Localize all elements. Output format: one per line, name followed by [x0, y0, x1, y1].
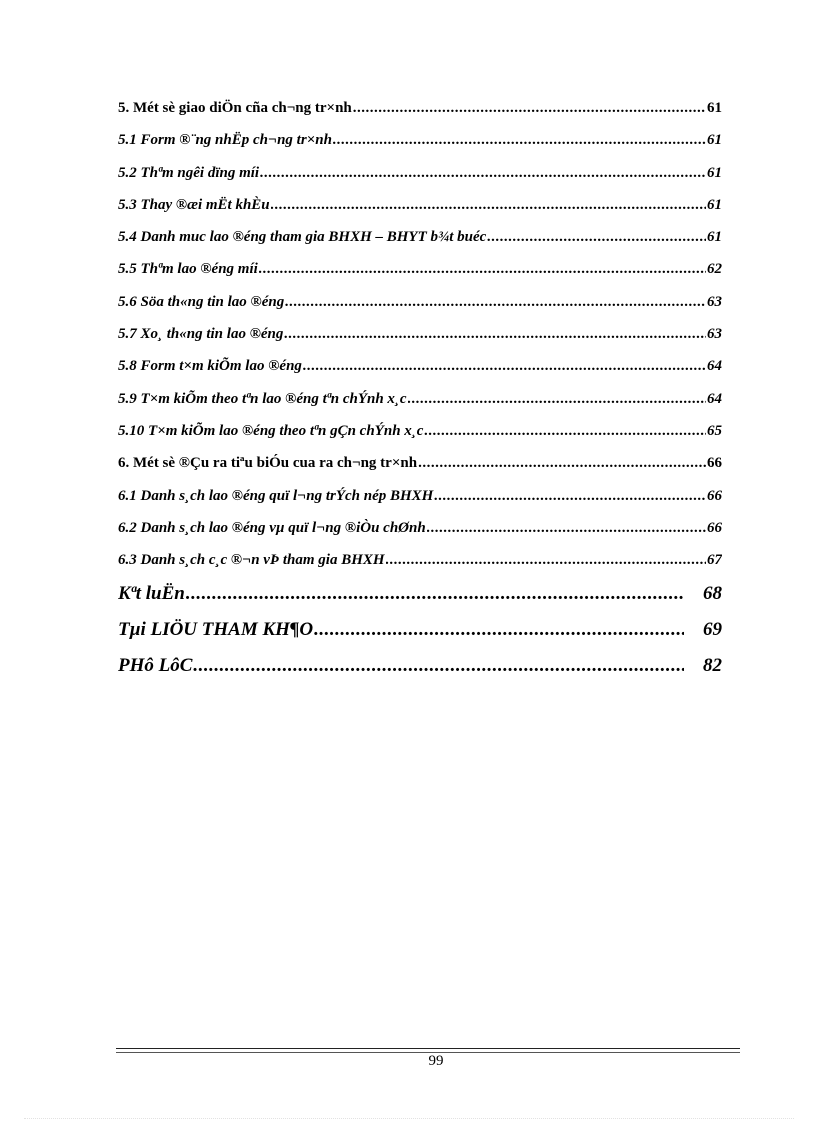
toc-entry-page: 61: [707, 229, 722, 246]
dot-leader: [303, 350, 706, 382]
toc-entry: [118, 512, 722, 544]
toc-entry-title: 5.10 T×m kiÕm lao ®éng theo tªn gÇn chÝnh x¸c: [118, 422, 424, 439]
toc-entry-title: 5.7 Xo¸ th«ng tin lao ®éng: [118, 326, 284, 343]
toc-entry-page: 61: [707, 100, 722, 116]
dot-leader: [418, 447, 706, 479]
toc-entry: [118, 92, 722, 124]
dot-leader: [260, 157, 706, 189]
dot-leader: [193, 648, 684, 684]
toc-entry: [118, 253, 722, 285]
dot-leader: [427, 512, 706, 544]
dot-leader: [353, 92, 706, 124]
toc-entry-page: 69: [703, 619, 722, 641]
toc-entry-page: 68: [703, 583, 722, 605]
toc-entry: [118, 447, 722, 479]
dot-leader: [271, 189, 706, 221]
toc-entry-title: 5. Mét sè giao diÖn cña ch¬ng tr×nh: [118, 100, 352, 116]
toc-entry-title: 5.4 Danh muc lao ®éng tham gia BHXH – BHYT b¾t buéc: [118, 229, 487, 246]
toc-entry-page: 61: [707, 132, 722, 149]
toc-entry: [118, 221, 722, 253]
toc-entry-title: 5.5 Thªm lao ®éng míi: [118, 261, 258, 278]
toc-entry-title: 6.3 Danh s¸ch c¸c ®¬n vÞ tham gia BHXH: [118, 552, 385, 569]
toc-entry: [118, 544, 722, 576]
toc-entry: [118, 383, 722, 415]
dot-leader: [333, 124, 706, 156]
toc-entry-page: 66: [707, 519, 722, 536]
toc-entry-title: PHô LôC: [118, 655, 193, 677]
dot-leader: [285, 286, 706, 318]
toc-entry-title: 6.2 Danh s¸ch lao ®éng vµ quï l¬ng ®iÒu chØnh: [118, 519, 426, 536]
dot-leader: [259, 253, 706, 285]
toc-entry-page: 63: [707, 293, 722, 310]
toc-entry-page: 63: [707, 326, 722, 343]
toc-entry-page: 64: [707, 358, 722, 375]
toc-entry-title: 5.1 Form ®¨ng nhËp ch¬ng tr×nh: [118, 132, 332, 149]
dot-leader: [424, 415, 706, 447]
toc-entry: [118, 124, 722, 156]
toc-entry: [118, 415, 722, 447]
toc-entry-page: 61: [707, 164, 722, 181]
toc-entry: [118, 157, 722, 189]
toc-entry: [118, 612, 722, 648]
dot-leader: [314, 612, 684, 648]
toc-entry: [118, 350, 722, 382]
dot-leader: [186, 576, 684, 612]
toc-entry-title: Tµi LIÖU THAM KH¶O: [118, 619, 314, 641]
toc-entry-title: 5.9 T×m kiÕm theo tªn lao ®éng tªn chÝnh x¸c: [118, 390, 407, 407]
toc-entry-page: 61: [707, 196, 722, 213]
toc-entry: [118, 318, 722, 350]
dot-leader: [408, 383, 706, 415]
toc-entry-page: 66: [707, 455, 722, 472]
toc-entry-title: 5.2 Thªm ngêi dïng míi: [118, 164, 260, 181]
toc-entry-page: 62: [707, 261, 722, 278]
dot-leader: [386, 544, 706, 576]
toc-entry: [118, 480, 722, 512]
toc-entry: [118, 648, 722, 684]
toc-entry-title: 6.1 Danh s¸ch lao ®éng quï l¬ng trÝch nép BHXH: [118, 487, 434, 504]
dot-leader: [487, 221, 706, 253]
toc-entry-title: 5.3 Thay ®æi mËt khÈu: [118, 196, 270, 213]
toc-entry-page: 66: [707, 487, 722, 504]
table-of-contents: [118, 92, 722, 684]
toc-entry-title: 6. Mét sè ®Çu ra tiªu biÓu cua ra ch¬ng tr×nh: [118, 455, 418, 472]
toc-entry-page: 82: [703, 655, 722, 677]
toc-entry-title: 5.6 Söa th«ng tin lao ®éng: [118, 293, 285, 310]
toc-entry: [118, 189, 722, 221]
toc-entry-page: 67: [707, 552, 722, 569]
page-number: 99: [428, 1053, 444, 1069]
toc-entry-page: 65: [707, 422, 722, 439]
toc-entry-title: 5.8 Form t×m kiÕm lao ®éng: [118, 358, 302, 375]
toc-entry: [118, 286, 722, 318]
toc-entry-page: 64: [707, 390, 722, 407]
dot-leader: [434, 480, 706, 512]
page-edge-divider: [24, 1118, 794, 1119]
dot-leader: [284, 318, 706, 350]
toc-entry-title: Kªt luËn: [118, 583, 185, 605]
toc-entry: [118, 576, 722, 612]
